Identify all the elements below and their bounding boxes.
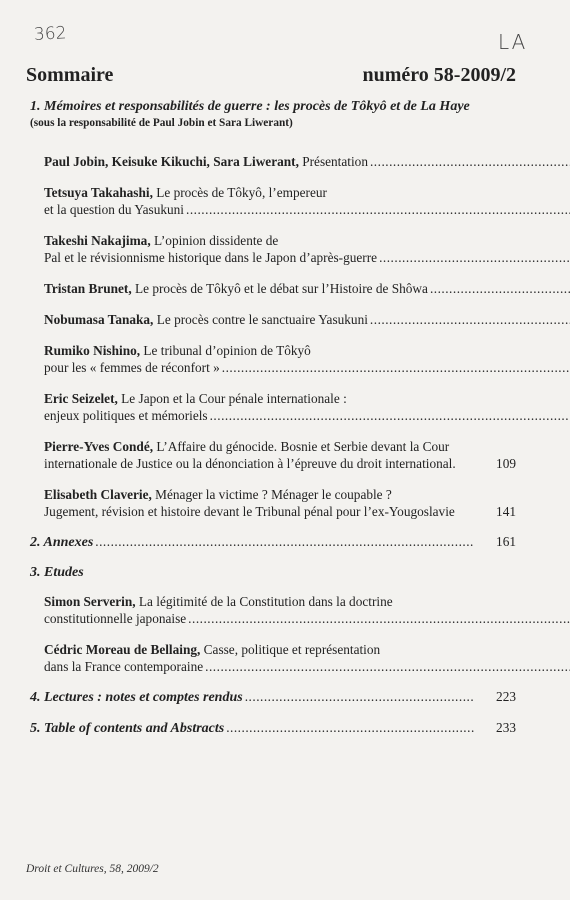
section-4-title: 4. Lectures : notes et comptes rendus bbox=[30, 690, 243, 705]
entry-title-cont: pour les « femmes de réconfort » bbox=[44, 360, 220, 375]
page-title: Sommaire bbox=[26, 64, 114, 86]
dot-leader bbox=[430, 280, 570, 297]
section-2-row[interactable] bbox=[30, 534, 516, 551]
toc-entry[interactable] bbox=[44, 390, 516, 424]
entry-title: Le tribunal d’opinion de Tôkyô bbox=[140, 343, 311, 358]
dot-leader bbox=[186, 201, 570, 218]
toc-entry[interactable] bbox=[44, 153, 516, 170]
entry-title: Ménager la victime ? Ménager le coupable ? bbox=[151, 487, 392, 502]
entry-title: L’opinion dissidente de bbox=[150, 233, 279, 248]
handwritten-code: LA bbox=[498, 30, 528, 54]
entry-author: Paul Jobin, Keisuke Kikuchi, Sara Liwerant, bbox=[44, 154, 299, 169]
dot-leader bbox=[379, 249, 570, 266]
section-2-title: 2. Annexes bbox=[30, 535, 94, 550]
entry-title-cont: enjeux politiques et mémoriels bbox=[44, 408, 208, 423]
entry-page: 109 bbox=[496, 456, 516, 471]
entry-title-cont: internationale de Justice ou la dénonciation à l’épreuve du droit international. bbox=[44, 456, 456, 471]
section-1-subtitle: (sous la responsabilité de Paul Jobin et Sara Liwerant) bbox=[30, 117, 293, 129]
entry-title: Casse, politique et représentation bbox=[200, 642, 381, 657]
table-of-contents bbox=[26, 64, 516, 751]
dot-leader bbox=[370, 153, 570, 170]
section-5-row[interactable] bbox=[30, 720, 516, 737]
dot-leader bbox=[188, 610, 570, 627]
section-1-title: 1. Mémoires et responsabilités de guerre : les procès de Tôkyô et de La Haye bbox=[30, 99, 470, 114]
toc-entry[interactable] bbox=[44, 593, 516, 627]
entry-author: Pierre-Yves Condé, bbox=[44, 439, 154, 454]
toc-header bbox=[26, 64, 516, 87]
toc-entry[interactable] bbox=[44, 486, 516, 520]
section-2-page: 161 bbox=[496, 534, 516, 549]
toc-entry[interactable] bbox=[44, 311, 516, 328]
entry-title: Le procès de Tôkyô, l’empereur bbox=[152, 185, 327, 200]
entry-author: Elisabeth Claverie, bbox=[44, 487, 152, 502]
entry-title-cont: Jugement, révision et histoire devant le Tribunal pénal pour l’ex-Yougoslavie bbox=[44, 504, 455, 519]
dot-leader bbox=[370, 311, 570, 328]
entry-title: Le procès contre le sanctuaire Yasukuni bbox=[153, 312, 368, 327]
page-footer: Droit et Cultures, 58, 2009/2 bbox=[26, 863, 159, 875]
entry-title: Le procès de Tôkyô et le débat sur l’Histoire de Shôwa bbox=[131, 281, 428, 296]
dot-leader bbox=[95, 534, 474, 550]
section-1-entries bbox=[26, 153, 516, 520]
entry-author: Cédric Moreau de Bellaing, bbox=[44, 642, 201, 657]
dot-leader bbox=[226, 720, 474, 736]
handwritten-number: 362 bbox=[33, 23, 67, 45]
entry-title-cont: dans la France contemporaine bbox=[44, 659, 204, 674]
dot-leader bbox=[245, 689, 474, 705]
section-5-title: 5. Table of contents and Abstracts bbox=[30, 721, 225, 736]
entry-title: Présentation bbox=[298, 154, 368, 169]
entry-page: 141 bbox=[496, 504, 516, 519]
toc-entry[interactable] bbox=[44, 342, 516, 376]
section-4-row[interactable] bbox=[30, 689, 516, 706]
entry-author: Tetsuya Takahashi, bbox=[44, 185, 153, 200]
entry-title: La légitimité de la Constitution dans la doctrine bbox=[135, 594, 393, 609]
toc-entry[interactable] bbox=[44, 184, 516, 218]
entry-author: Nobumasa Tanaka, bbox=[44, 312, 154, 327]
entry-title-cont: constitutionnelle japonaise bbox=[44, 611, 187, 626]
toc-entry[interactable] bbox=[44, 641, 516, 675]
issue-number: numéro 58-2009/2 bbox=[362, 64, 516, 86]
dot-leader bbox=[210, 407, 570, 424]
section-4-page: 223 bbox=[496, 689, 516, 704]
section-3-title: 3. Etudes bbox=[30, 565, 84, 580]
entry-title: L’Affaire du génocide. Bosnie et Serbie devant la Cour bbox=[153, 439, 450, 454]
entry-title: Le Japon et la Cour pénale internationale : bbox=[117, 391, 347, 406]
dot-leader bbox=[222, 359, 570, 376]
entry-title-cont: et la question du Yasukuni bbox=[44, 202, 184, 217]
section-5-page: 233 bbox=[496, 720, 516, 735]
toc-entry[interactable] bbox=[44, 438, 516, 472]
dot-leader bbox=[205, 658, 570, 675]
entry-author: Takeshi Nakajima, bbox=[44, 233, 151, 248]
entry-author: Rumiko Nishino, bbox=[44, 343, 141, 358]
entry-author: Simon Serverin, bbox=[44, 594, 136, 609]
entry-author: Tristan Brunet, bbox=[44, 281, 132, 296]
toc-entry[interactable] bbox=[44, 232, 516, 266]
toc-entry[interactable] bbox=[44, 280, 516, 297]
entry-author: Eric Seizelet, bbox=[44, 391, 118, 406]
entry-title-cont: Pal et le révisionnisme historique dans le Japon d’après-guerre bbox=[44, 250, 378, 265]
